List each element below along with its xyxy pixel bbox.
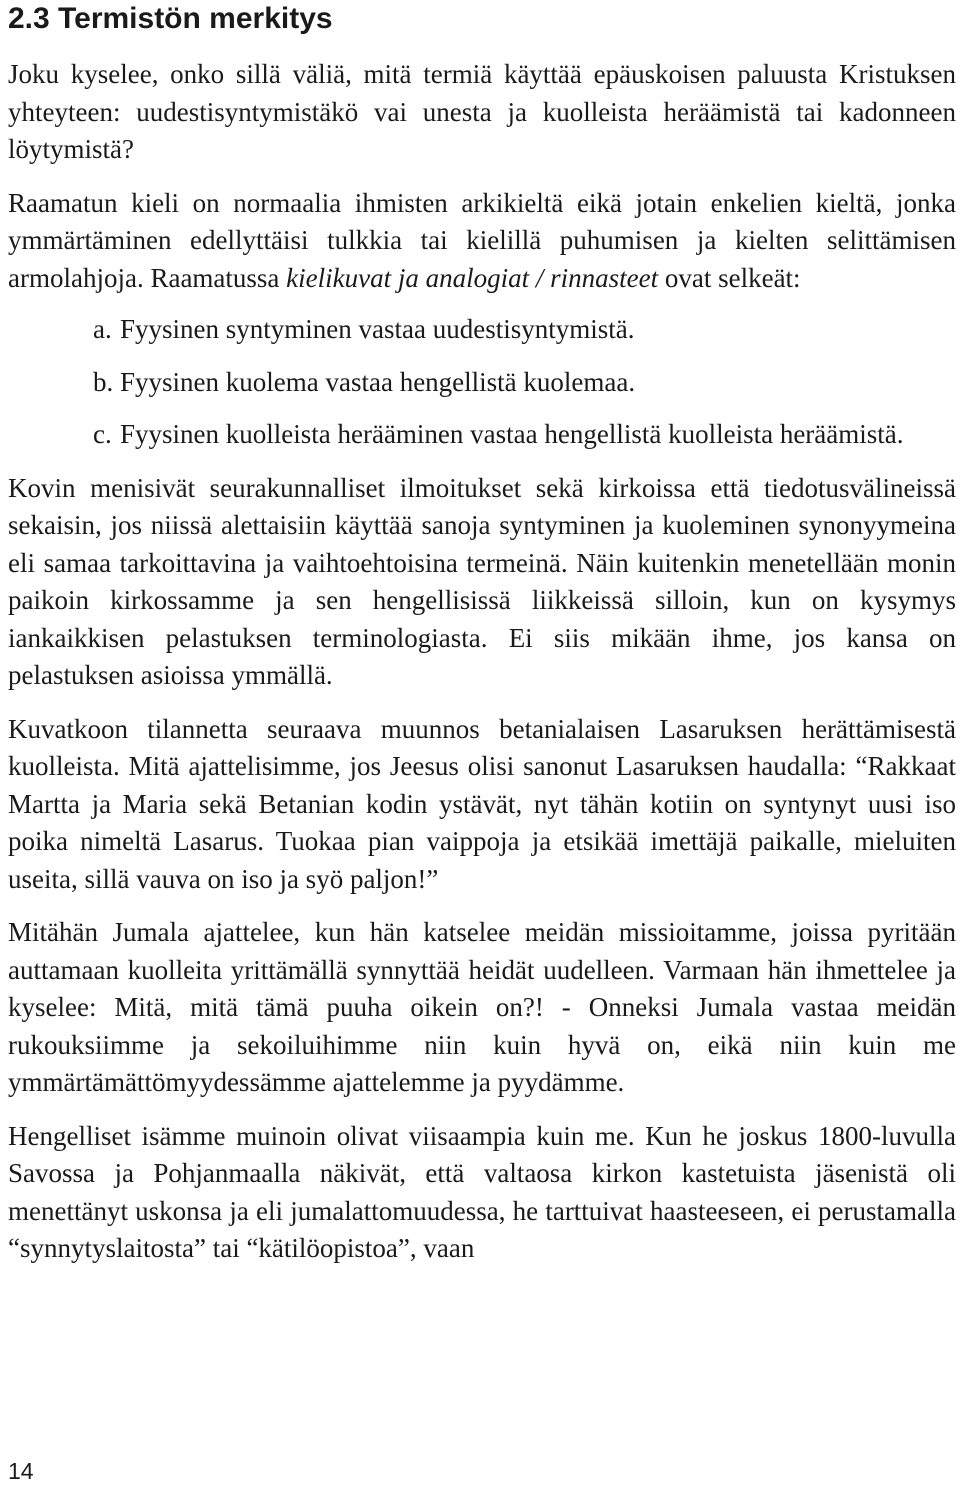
section-heading: 2.3 Termistön merkitys xyxy=(8,2,333,35)
list-item-text: Fyysinen syntyminen vastaa uudestisyntymistä. xyxy=(120,314,635,344)
list-marker: c. xyxy=(93,419,112,449)
document-page xyxy=(8,0,956,1268)
paragraph-bible-language xyxy=(8,185,956,298)
paragraph-intro-question: Joku kyselee, onko sillä väliä, mitä termiä käyttää epäuskoisen paluusta Kristuksen yhteyteen: uudestisyntymistäkö vai unesta ja kuolleista heräämistä tai kadonneen löytymistä? xyxy=(8,59,956,164)
list-marker: a. xyxy=(93,314,112,344)
paragraph-terminology: Kovin menisivät seurakunnalliset ilmoitukset sekä kirkoissa että tiedotusvälineissä sekaisin, jos niissä alettaisiin käyttää sanoja syntyminen ja kuoleminen synonyymeina eli samaa tarkoittavina ja vaihtoehtoisina termeinä. Näin kuitenkin menetellään monin paikoin kirkossamme ja sen hengellisissä liikkeissä silloin, kun on kysymys iankaikkisen pelastuksen terminologiasta. Ei siis mikään ihme, jos kansa on pelastuksen asioissa ymmällä. xyxy=(8,472,956,690)
list-item xyxy=(93,311,956,349)
paragraph-fathers: Hengelliset isämme muinoin olivat viisaampia kuin me. Kun he joskus 1800-luvulla Savossa ja Pohjanmaalla näkivät, että valtaosa kirkon kastetuista jäsenistä oli menettänyt uskonsa ja eli jumalattomuudessa, he tarttuivat haasteeseen, ei perustamalla “synnytyslaitosta” tai “kätilöopistoa”, vaan xyxy=(8,1120,956,1263)
list-item-text: Fyysinen kuolema vastaa hengellistä kuolemaa. xyxy=(120,366,636,397)
paragraph-text: ovat selkeät: xyxy=(658,262,801,293)
list-marker: b. xyxy=(93,366,114,397)
paragraph-lazarus: Kuvatkoon tilannetta seuraava muunnos betanialaisen Lasaruksen herättämisestä kuolleista. Mitä ajattelisimme, jos Jeesus olisi sanonut Lasaruksen haudalla: “Rakkaat Martta ja Maria sekä Betanian kodin ystävät, nyt tähän kotiin on syntynyt uusi iso poika nimeltä Lasarus. Tuokaa pian vaippoja ja etsikää imettäjä paikalle, mieluiten useita, sillä vauva on iso ja syö paljon!” xyxy=(8,713,956,894)
paragraph-missions: Mitähän Jumala ajattelee, kun hän katselee meidän missioitamme, joissa pyritään auttamaan kuolleita yrittämällä synnyttää heidät uudelleen. Varmaan hän ihmettelee ja kyselee: Mitä, mitä tämä puuha oikein on?! - Onneksi Jumala vastaa meidän rukouksiimme ja sekoiluihimme niin kuin hyvä on, eikä niin kuin me ymmärtämättömyydessämme ajattelemme ja pyydämme. xyxy=(8,917,956,1097)
italic-phrase: kielikuvat ja analogiat / rinnasteet xyxy=(286,262,659,293)
paragraph-text: Raamatun kieli on normaalia ihmisten arkikieltä eikä jotain enkelien kieltä, jonka ymmärtäminen edellyttäisi tulkkia tai kielillä puhumisen ja kielten selittämisen armolahjoja. Raamatussa xyxy=(8,187,956,293)
list-item xyxy=(93,364,956,402)
page-number: 14 xyxy=(8,1458,34,1484)
list-item xyxy=(93,416,956,454)
list-item-text: Fyysinen kuolleista herääminen vastaa hengellistä kuolleista heräämistä. xyxy=(120,419,904,449)
analogy-list xyxy=(8,311,956,454)
